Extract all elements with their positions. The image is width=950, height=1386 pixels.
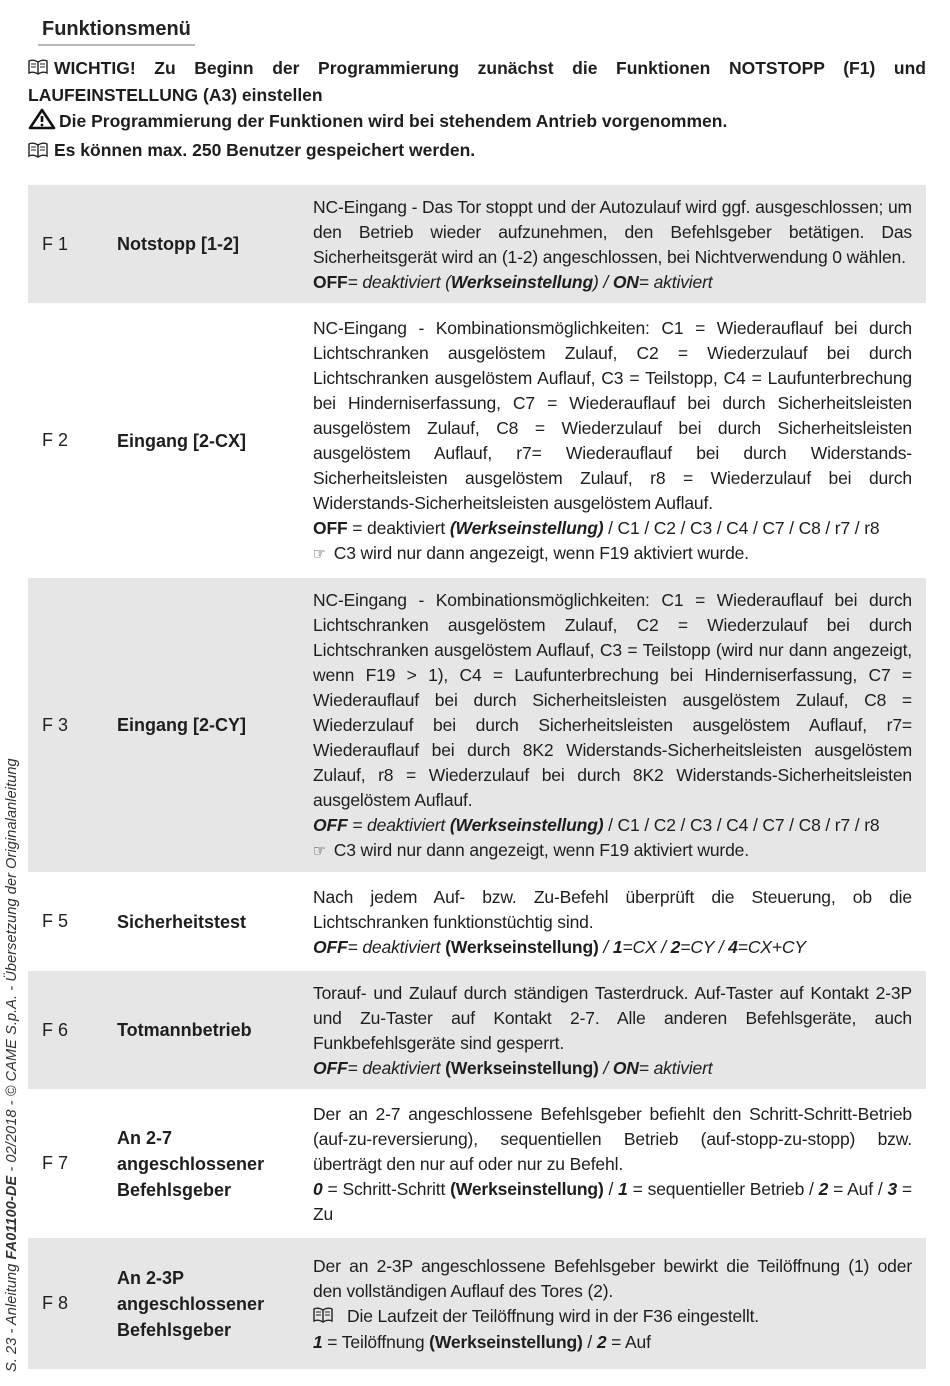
function-table xyxy=(28,185,926,1372)
doc-code: FA01100-DE xyxy=(4,1175,20,1260)
book-icon xyxy=(28,139,48,165)
function-options: OFF= deaktiviert (Werkseinstellung) / ON= aktiviert xyxy=(313,272,713,292)
table-row xyxy=(28,1237,926,1371)
function-code: F 3 xyxy=(28,577,117,874)
function-name: Eingang [2-CX] xyxy=(117,430,246,451)
function-name: Notstopp [1-2] xyxy=(117,185,311,305)
function-name: An 2-3P angeschlossener Befehlsgeber xyxy=(117,1237,311,1371)
function-description: NC-Eingang - Das Tor stoppt und der Autozulauf wird ggf. ausgeschlossen; um den Betrieb wieder aufzunehmen, den Befehlsgeber betätigen. Das Sicherheitsgerät wird an (1-2) angeschlossen, bei Nichtverwendung 0 wählen. OFF= deaktiviert (Werkseinstellung) / ON= aktiviert xyxy=(311,185,926,305)
function-description: NC-Eingang - Kombinationsmöglichkeiten: C1 = Wiederauflauf bei durch Lichtschranken ausgelöstem Zulauf, C2 = Wiederzulauf bei durch Lichtschranken ausgelöstem Auflauf, C3 = Teilstopp (wird nur dann angezeigt, wenn F19 > 1), C4 = Laufunterbrechung bei Hinderniserfassung, C7 = Wiederauflauf bei durch Sicherheitsleisten ausgelöstem Zulauf, C8 = Wiederzulauf bei durch Sicherheitsleisten ausgelöstem Auflauf, r7= Wiederauflauf bei durch 8K2 Widerstands-Sicherheitsleisten ausgelöstem Zulauf, r8 = Wiederzulauf bei durch 8K2 Widerstands-Sicherheitsleisten ausgelöstem Auflauf. OFF = deaktiviert (Werkseinstellung) / C1 / C2 / C3 / C4 / C7 / C8 / r7 / r8 ☞ C3 wird nur dann angezeigt, wenn F19 aktiviert wurde. xyxy=(311,577,926,874)
function-note: Die Laufzeit der Teilöffnung wird in der F36 eingestellt. xyxy=(313,1304,912,1330)
table-row xyxy=(28,970,926,1091)
side-footer-note: S. 23 - Anleitung FA01100-DE - 02/2018 - © CAME S.p.A. - Übersetzung der Originalanleitung xyxy=(4,758,20,1372)
function-description: Der an 2-3P angeschlossene Befehlsgeber bewirkt die Teilöffnung (1) oder den vollständigen Auflauf des Tores (2). Die Laufzeit der Teilöffnung wird in der F36 eingestellt. 1 = Teilöffnung (Werkseinstellung) / 2 = Auf xyxy=(311,1237,926,1371)
table-row xyxy=(28,185,926,305)
function-code: F 1 xyxy=(28,185,117,305)
function-options: OFF = deaktiviert (Werkseinstellung) / C1 / C2 / C3 / C4 / C7 / C8 / r7 / r8 xyxy=(313,815,880,835)
function-description: Der an 2-7 angeschlossene Befehlsgeber befiehlt den Schritt-Schritt-Betrieb (auf-zu-reversierung), sequentiellen Betrieb (auf-stopp-zu-stopp) bzw. überträgt den nur auf oder nur zu Befehl. 0 = Schritt-Schritt (Werkseinstellung) / 1 = sequentieller Betrieb / 2 = Auf / 3 = Zu xyxy=(311,1091,926,1237)
pointing-hand-icon: ☞ xyxy=(313,843,326,860)
book-icon xyxy=(313,1305,333,1330)
function-note: ☞ C3 wird nur dann angezeigt, wenn F19 aktiviert wurde. xyxy=(313,838,912,864)
function-name: Totmannbetrieb xyxy=(117,970,311,1091)
intro-important: WICHTIG! Zu Beginn der Programmierung zunächst die Funktionen NOTSTOPP (F1) und LAUFEINSTELLUNG (A3) einstellen xyxy=(28,58,926,106)
function-options: OFF = deaktiviert (Werkseinstellung) / C1 / C2 / C3 / C4 / C7 / C8 / r7 / r8 xyxy=(313,518,880,538)
table-row xyxy=(28,305,926,577)
function-code: F 7 xyxy=(42,1153,69,1173)
function-name: An 2-7 angeschlossener Befehlsgeber xyxy=(117,1127,265,1200)
book-icon xyxy=(28,56,48,82)
function-description: Torauf- und Zulauf durch ständigen Tasterdruck. Auf-Taster auf Kontakt 2-3P und Zu-Taster auf Kontakt 2-7. Alle anderen Befehlsgeräte, auch Funkbefehlsgeräte sind gesperrt. OFF= deaktiviert (Werkseinstellung) / ON= aktiviert xyxy=(311,970,926,1091)
function-note: ☞ C3 wird nur dann angezeigt, wenn F19 aktiviert wurde. xyxy=(313,541,912,567)
function-options: OFF= deaktiviert (Werkseinstellung) / ON= aktiviert xyxy=(313,1058,713,1078)
function-code: F 6 xyxy=(28,970,117,1091)
intro-warning: Die Programmierung der Funktionen wird bei stehendem Antrieb vorgenommen. xyxy=(28,108,926,137)
function-options: 0 = Schritt-Schritt (Werkseinstellung) / 1 = sequentieller Betrieb / 2 = Auf / 3 = Zu xyxy=(313,1179,912,1224)
intro-users: Es können max. 250 Benutzer gespeichert werden. xyxy=(28,137,926,164)
function-description: Nach jedem Auf- bzw. Zu-Befehl überprüft die Steuerung, ob die Lichtschranken funktionstüchtig sind. OFF= deaktiviert (Werkseinstellung) / 1=CX / 2=CY / 4=CX+CY xyxy=(311,874,926,970)
function-code: F 5 xyxy=(42,911,69,931)
page-title: Funktionsmenü xyxy=(38,18,195,46)
function-options: OFF= deaktiviert (Werkseinstellung) / 1=CX / 2=CY / 4=CX+CY xyxy=(313,937,806,957)
warning-icon xyxy=(28,108,56,137)
table-row xyxy=(28,1091,926,1237)
intro-notes xyxy=(28,55,926,165)
function-name: Eingang [2-CY] xyxy=(117,577,311,874)
function-code: F 8 xyxy=(28,1237,117,1371)
function-code: F 2 xyxy=(42,430,69,450)
function-name: Sicherheitstest xyxy=(117,911,247,932)
function-options: 1 = Teilöffnung (Werkseinstellung) / 2 = Auf xyxy=(313,1331,651,1352)
pointing-hand-icon: ☞ xyxy=(313,546,326,563)
table-row xyxy=(28,874,926,970)
table-row xyxy=(28,577,926,874)
function-description: NC-Eingang - Kombinationsmöglichkeiten: C1 = Wiederauflauf bei durch Lichtschranken ausgelöstem Zulauf, C2 = Wiederzulauf bei durch Lichtschranken ausgelöstem Auflauf, C3 = Teilstopp, C4 = Laufunterbrechung bei Hinderniserfassung, C7 = Wiederauflauf bei durch Sicherheitsleisten ausgelöstem Zulauf, C8 = Wiederzulauf bei durch Sicherheitsleisten ausgelöstem Auflauf, r7= Wiederauflauf bei durch Widerstands-Sicherheitsleisten ausgelöstem Zulauf, r8 = Wiederzulauf bei durch Widerstands-Sicherheitsleisten ausgelöstem Auflauf. OFF = deaktiviert (Werkseinstellung) / C1 / C2 / C3 / C4 / C7 / C8 / r7 / r8 ☞ C3 wird nur dann angezeigt, wenn F19 aktiviert wurde. xyxy=(311,305,926,577)
